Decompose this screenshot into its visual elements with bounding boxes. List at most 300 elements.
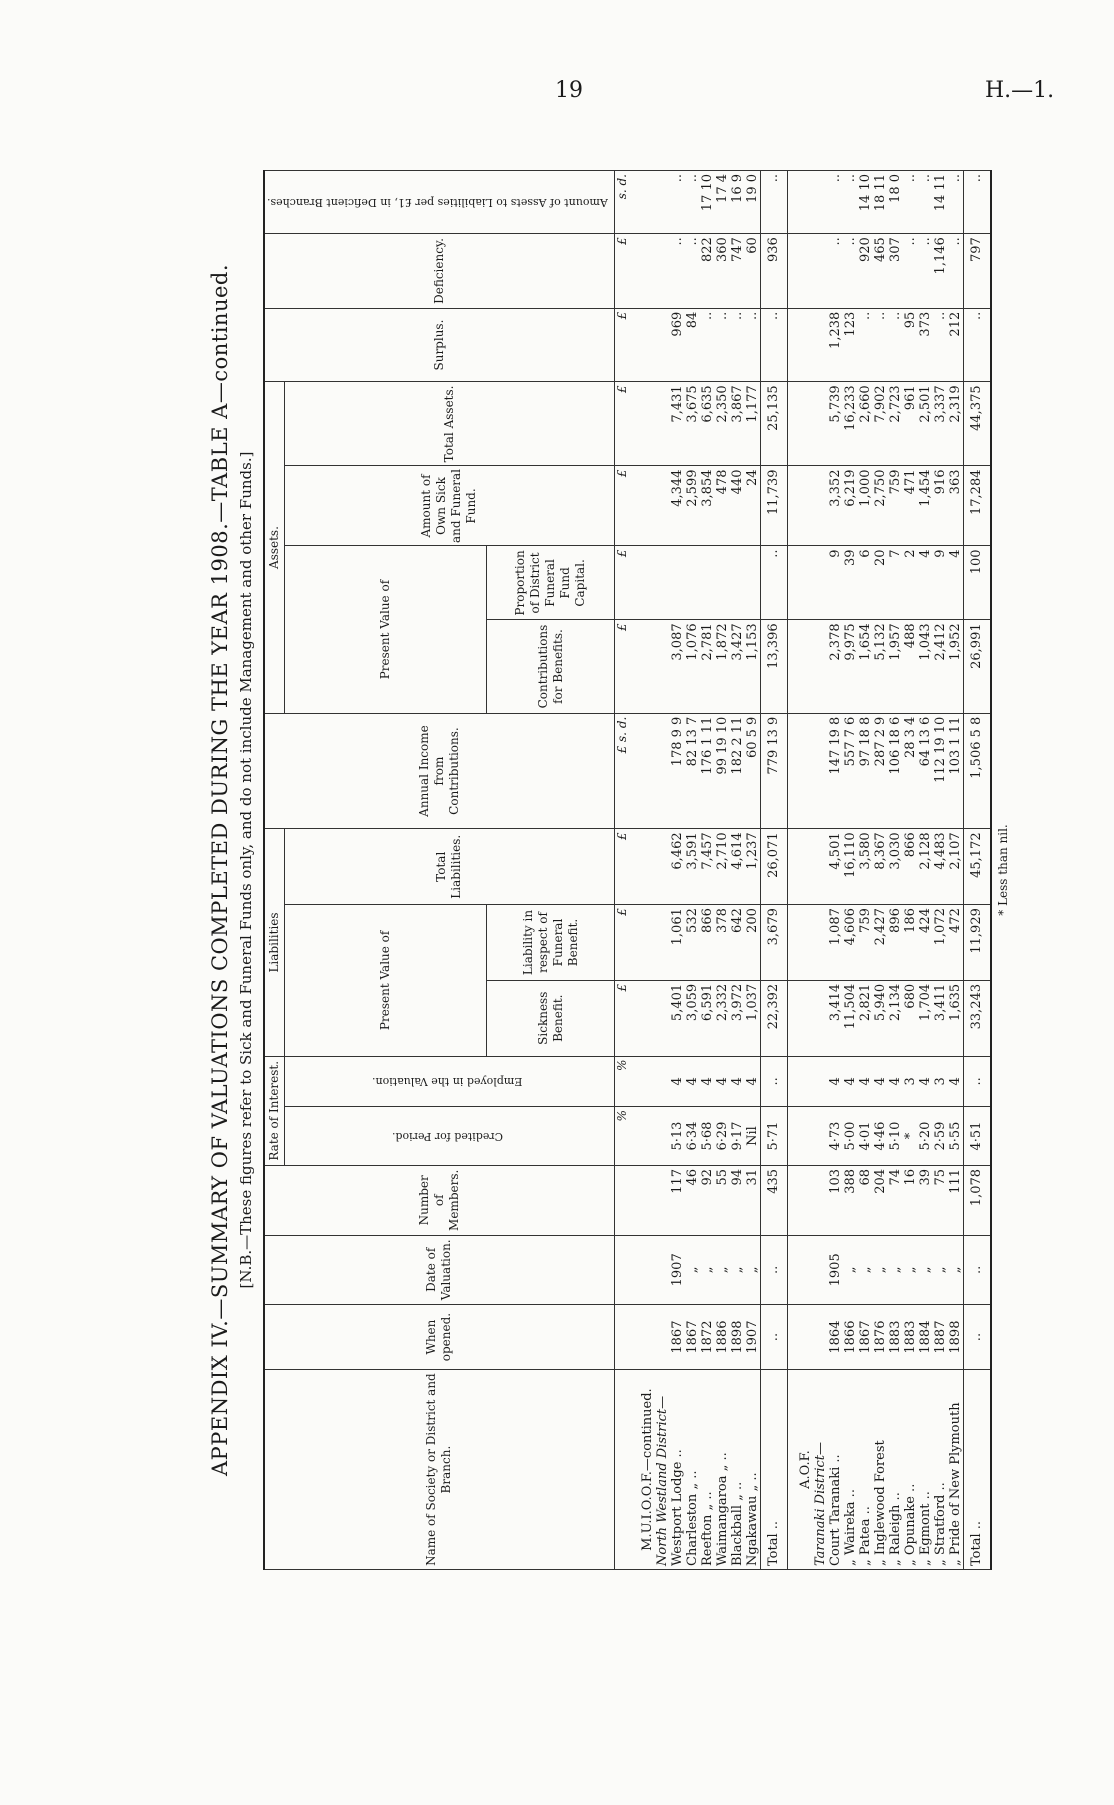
total-suffix: ..: [766, 1520, 782, 1530]
cell-employed: 3: [903, 1056, 918, 1106]
spacer-cell: [630, 1304, 640, 1369]
total-contrib: 13,396: [760, 620, 787, 713]
cell-deficiency: 747: [730, 234, 745, 309]
branch-suffix: ..: [932, 1482, 948, 1491]
branch-suffix: „ ..: [699, 1491, 715, 1511]
spacer-cell: [787, 382, 798, 466]
cell-income: 64 13 6: [918, 713, 933, 829]
branch-suffix: Lodge ..: [669, 1449, 685, 1503]
empty-cell: [798, 1165, 813, 1235]
spacer-cell: [787, 546, 798, 620]
cell-credited: Nil: [745, 1107, 761, 1166]
cell-total_assets: 7,902: [873, 382, 888, 466]
cell-valued: „: [700, 1235, 715, 1304]
empty-cell: [813, 829, 828, 905]
branch-suffix: ..: [842, 1489, 858, 1498]
total-members: 1,078: [963, 1165, 991, 1235]
cell-members: 75: [933, 1165, 948, 1235]
total-row: [963, 171, 991, 1570]
cell-deficiency: ..: [685, 234, 700, 309]
unit-cell: [614, 1370, 630, 1570]
spacer-cell: [787, 980, 798, 1056]
total-income: 1,506 5 8: [963, 713, 991, 829]
empty-cell: [813, 1235, 828, 1304]
cell-surplus: ..: [700, 308, 715, 382]
cell-sickness: 1,704: [918, 980, 933, 1056]
total-valued: ..: [963, 1235, 991, 1304]
branch-name: Westport: [669, 1506, 685, 1566]
empty-cell: [798, 171, 813, 234]
cell-sickness: 3,414: [828, 980, 843, 1056]
branch-suffix: „ ..: [729, 1481, 745, 1501]
cell-members: 94: [730, 1165, 745, 1235]
cell-opened: 1864: [828, 1304, 843, 1369]
cell-employed: 4: [858, 1056, 873, 1106]
cell-sickness: 6,591: [700, 980, 715, 1056]
unit-cell: £: [614, 466, 630, 546]
empty-cell: [813, 382, 828, 466]
table-row: [700, 171, 715, 1570]
spacer-cell: [630, 620, 640, 713]
empty-cell: [813, 1107, 828, 1166]
cell-funeral: 4,606: [843, 905, 858, 981]
cell-sickness: 680: [903, 980, 918, 1056]
total-opened: ..: [760, 1304, 787, 1369]
empty-cell: [798, 234, 813, 309]
cell-valued: „: [903, 1235, 918, 1304]
col-contributions: Contributions for Benefits.: [487, 620, 614, 713]
cell-contrib: 488: [903, 620, 918, 713]
cell-opened: 1876: [873, 1304, 888, 1369]
branch-name: Reefton: [699, 1514, 715, 1566]
cell-total_liab: 866: [903, 829, 918, 905]
cell-total_liab: 4,501: [828, 829, 843, 905]
cell-own: 24: [745, 466, 761, 546]
total-sickness: 22,392: [760, 980, 787, 1056]
col-funeral-liab: Liability in respect of Funeral Benefit.: [487, 905, 614, 981]
col-assets: Assets.: [264, 382, 285, 713]
cell-surplus: ..: [858, 308, 873, 382]
total-row: [760, 171, 787, 1570]
cell-deficiency: 920: [858, 234, 873, 309]
spacer-cell: [787, 620, 798, 713]
empty-cell: [813, 713, 828, 829]
table-row: [828, 171, 843, 1570]
cell-deficiency: 465: [873, 234, 888, 309]
spacer-cell: [787, 829, 798, 905]
empty-cell: [640, 171, 655, 234]
cell-members: 204: [873, 1165, 888, 1235]
empty-cell: [655, 466, 670, 546]
cell-income: 103 1 11: [948, 713, 964, 829]
unit-cell: £: [614, 308, 630, 382]
cell-own: 3,854: [700, 466, 715, 546]
cell-employed: 4: [828, 1056, 843, 1106]
cell-employed: 4: [715, 1056, 730, 1106]
empty-cell: [640, 829, 655, 905]
cell-sickness: 3,059: [685, 980, 700, 1056]
cell-surplus: 373: [918, 308, 933, 382]
branch-suffix: „ ..: [714, 1452, 730, 1472]
cell-credited: 5·55: [948, 1107, 964, 1166]
cell-contrib: 3,427: [730, 620, 745, 713]
total-own: 17,284: [963, 466, 991, 546]
cell-credited: 5·20: [918, 1107, 933, 1166]
branch-name-cell: [745, 1370, 761, 1570]
spacer-cell: [787, 466, 798, 546]
cell-contrib: 3,087: [670, 620, 685, 713]
cell-deduct: 18 0: [888, 171, 903, 234]
empty-cell: [655, 1107, 670, 1166]
col-employed: [285, 1056, 615, 1106]
total-total_assets: 25,135: [760, 382, 787, 466]
total-deficiency: 797: [963, 234, 991, 309]
cell-income: 176 1 11: [700, 713, 715, 829]
cell-credited: 6·29: [715, 1107, 730, 1166]
col-members: Number of Members.: [264, 1165, 614, 1235]
col-rate-interest: Rate of Interest.: [264, 1056, 285, 1165]
document-code: H.—1.: [985, 78, 1055, 103]
total-employed: ..: [963, 1056, 991, 1106]
col-deficiency: Deficiency.: [264, 234, 614, 309]
cell-opened: 1872: [700, 1304, 715, 1369]
total-credited: 4·51: [963, 1107, 991, 1166]
cell-deficiency: ..: [918, 234, 933, 309]
district-name: Taranaki District—: [813, 1370, 828, 1570]
cell-prop: [745, 546, 761, 620]
cell-total_assets: 961: [903, 382, 918, 466]
total-surplus: ..: [760, 308, 787, 382]
table-row: [670, 171, 685, 1570]
cell-total_assets: 3,675: [685, 382, 700, 466]
cell-prop: 9: [828, 546, 843, 620]
branch-name: „ Opunake: [902, 1496, 918, 1566]
empty-cell: [640, 382, 655, 466]
cell-sickness: 1,037: [745, 980, 761, 1056]
cell-employed: 4: [948, 1056, 964, 1106]
cell-total_liab: 2,128: [918, 829, 933, 905]
empty-cell: [798, 466, 813, 546]
cell-income: 112 19 10: [933, 713, 948, 829]
branch-name-cell: [903, 1370, 918, 1570]
col-total-liab: Total Liabilities.: [285, 829, 615, 905]
cell-members: 68: [858, 1165, 873, 1235]
total-total_liab: 45,172: [963, 829, 991, 905]
cell-sickness: 5,401: [670, 980, 685, 1056]
cell-valued: „: [685, 1235, 700, 1304]
col-proportion: Proportion of District Funeral Fund Capital.: [487, 546, 614, 620]
branch-suffix: „ ..: [684, 1470, 700, 1490]
spacer-cell: [787, 1370, 798, 1570]
cell-prop: [700, 546, 715, 620]
cell-sickness: 1,635: [948, 980, 964, 1056]
spacer-cell: [630, 546, 640, 620]
empty-cell: [655, 382, 670, 466]
empty-cell: [655, 829, 670, 905]
cell-total_assets: 2,501: [918, 382, 933, 466]
cell-valued: „: [843, 1235, 858, 1304]
col-surplus: Surplus.: [264, 308, 614, 382]
branch-name: „ Pride of New Plymouth: [947, 1402, 963, 1566]
cell-employed: 3: [933, 1056, 948, 1106]
cell-total_liab: 16,110: [843, 829, 858, 905]
cell-own: 6,219: [843, 466, 858, 546]
cell-deficiency: ..: [948, 234, 964, 309]
spacer-cell: [787, 171, 798, 234]
unit-cell: [614, 1304, 630, 1369]
cell-income: 82 13 7: [685, 713, 700, 829]
spacer-cell: [787, 234, 798, 309]
cell-funeral: 1,087: [828, 905, 843, 981]
cell-opened: 1867: [858, 1304, 873, 1369]
branch-name: Waimangaroa: [714, 1475, 730, 1566]
col-deduct-label: Amount of Assets to Liabilities per £1, in Deficient Branches.: [267, 195, 608, 209]
cell-opened: 1886: [715, 1304, 730, 1369]
unit-cell: [614, 1165, 630, 1235]
cell-surplus: ..: [873, 308, 888, 382]
cell-total_assets: 3,337: [933, 382, 948, 466]
empty-cell: [655, 1056, 670, 1106]
cell-surplus: ..: [730, 308, 745, 382]
table-bottom-rule: [991, 171, 992, 1570]
cell-deduct: ..: [685, 171, 700, 234]
empty-cell: [640, 1165, 655, 1235]
branch-name-cell: [918, 1370, 933, 1570]
spacer-cell: [630, 1165, 640, 1235]
cell-prop: 4: [918, 546, 933, 620]
spacer-cell: [787, 713, 798, 829]
empty-cell: [813, 546, 828, 620]
cell-prop: 6: [858, 546, 873, 620]
col-sickness: Sickness Benefit.: [487, 980, 614, 1056]
empty-cell: [655, 905, 670, 981]
spacer-cell: [630, 1370, 640, 1570]
branch-name-cell: [843, 1370, 858, 1570]
cell-opened: 1884: [918, 1304, 933, 1369]
cell-income: 178 9 9: [670, 713, 685, 829]
cell-prop: [715, 546, 730, 620]
cell-total_liab: 3,591: [685, 829, 700, 905]
cell-total_assets: 2,350: [715, 382, 730, 466]
empty-cell: [813, 1304, 828, 1369]
empty-cell: [813, 620, 828, 713]
cell-total_liab: 4,483: [933, 829, 948, 905]
cell-opened: 1907: [745, 1304, 761, 1369]
branch-suffix: ..: [917, 1491, 933, 1500]
cell-total_assets: 16,233: [843, 382, 858, 466]
empty-cell: [655, 713, 670, 829]
cell-total_assets: 2,319: [948, 382, 964, 466]
cell-contrib: 1,076: [685, 620, 700, 713]
col-own-funds: Amount of Own Sick and Funeral Fund.: [285, 466, 615, 546]
branch-name-cell: [700, 1370, 715, 1570]
cell-credited: 4·01: [858, 1107, 873, 1166]
total-employed: ..: [760, 1056, 787, 1106]
empty-cell: [798, 713, 813, 829]
empty-cell: [655, 546, 670, 620]
cell-income: 557 7 6: [843, 713, 858, 829]
cell-income: 60 5 9: [745, 713, 761, 829]
branch-name: Court Taranaki: [827, 1466, 843, 1566]
cell-prop: [670, 546, 685, 620]
cell-contrib: 1,043: [918, 620, 933, 713]
cell-credited: 5·68: [700, 1107, 715, 1166]
empty-cell: [813, 171, 828, 234]
col-name: Name of Society or District and Branch.: [264, 1370, 614, 1570]
cell-sickness: 3,972: [730, 980, 745, 1056]
table-row: [948, 171, 964, 1570]
cell-deficiency: 1,146: [933, 234, 948, 309]
spacer-cell: [630, 171, 640, 234]
total-credited: 5·71: [760, 1107, 787, 1166]
spacer-cell: [787, 1165, 798, 1235]
empty-cell: [640, 1235, 655, 1304]
cell-members: 16: [903, 1165, 918, 1235]
cell-total_assets: 1,177: [745, 382, 761, 466]
cell-members: 111: [948, 1165, 964, 1235]
cell-credited: 4·46: [873, 1107, 888, 1166]
rotated-table-sheet: [205, 160, 1065, 1580]
cell-opened: 1883: [903, 1304, 918, 1369]
unit-cell: £: [614, 980, 630, 1056]
col-employed-label: Employed in the Valuation.: [372, 1074, 523, 1088]
branch-name: „ Inglewood Forest: [872, 1440, 888, 1566]
branch-suffix: ..: [887, 1492, 903, 1501]
cell-valued: „: [715, 1235, 730, 1304]
empty-cell: [798, 1304, 813, 1369]
cell-opened: 1867: [670, 1304, 685, 1369]
col-total-assets: Total Assets.: [285, 382, 615, 466]
cell-prop: [685, 546, 700, 620]
cell-opened: 1883: [888, 1304, 903, 1369]
cell-own: 440: [730, 466, 745, 546]
branch-name-cell: [715, 1370, 730, 1570]
branch-name-cell: [858, 1370, 873, 1570]
cell-valued: „: [730, 1235, 745, 1304]
table-row: [685, 171, 700, 1570]
cell-deduct: 16 9: [730, 171, 745, 234]
branch-name: Ngakawau: [744, 1495, 760, 1566]
table-row: [843, 171, 858, 1570]
unit-cell: £: [614, 382, 630, 466]
cell-prop: [730, 546, 745, 620]
empty-cell: [813, 980, 828, 1056]
cell-employed: 4: [700, 1056, 715, 1106]
cell-deficiency: ..: [843, 234, 858, 309]
cell-deficiency: 307: [888, 234, 903, 309]
unit-cell: £: [614, 546, 630, 620]
cell-valued: „: [858, 1235, 873, 1304]
cell-funeral: 200: [745, 905, 761, 981]
empty-cell: [798, 980, 813, 1056]
cell-contrib: 1,654: [858, 620, 873, 713]
society-name: A.O.F.: [798, 1370, 813, 1570]
cell-sickness: 11,504: [843, 980, 858, 1056]
cell-valued: „: [948, 1235, 964, 1304]
cell-credited: 6·34: [685, 1107, 700, 1166]
cell-total_liab: 3,580: [858, 829, 873, 905]
cell-own: 2,599: [685, 466, 700, 546]
cell-sickness: 5,940: [873, 980, 888, 1056]
unit-cell: £ s. d.: [614, 713, 630, 829]
total-deduct: ..: [760, 171, 787, 234]
total-label-cell: [760, 1370, 787, 1570]
col-credited-label: Credited for Period.: [391, 1129, 503, 1143]
branch-suffix: ..: [902, 1483, 918, 1492]
cell-surplus: 969: [670, 308, 685, 382]
cell-contrib: 5,132: [873, 620, 888, 713]
cell-own: 1,454: [918, 466, 933, 546]
cell-prop: 4: [948, 546, 964, 620]
cell-employed: 4: [685, 1056, 700, 1106]
empty-cell: [798, 620, 813, 713]
col-pv-assets: Present Value of: [285, 546, 487, 713]
empty-cell: [655, 308, 670, 382]
cell-funeral: 424: [918, 905, 933, 981]
empty-cell: [640, 1056, 655, 1106]
cell-deficiency: ..: [828, 234, 843, 309]
district-row: [655, 171, 670, 1570]
empty-cell: [640, 308, 655, 382]
cell-income: 182 2 11: [730, 713, 745, 829]
spacer-cell: [630, 1056, 640, 1106]
empty-cell: [813, 466, 828, 546]
branch-name-cell: [948, 1370, 964, 1570]
cell-deduct: 17 10: [700, 171, 715, 234]
cell-credited: 5·00: [843, 1107, 858, 1166]
cell-members: 117: [670, 1165, 685, 1235]
cell-deduct: 14 11: [933, 171, 948, 234]
cell-funeral: 378: [715, 905, 730, 981]
cell-credited: 9·17: [730, 1107, 745, 1166]
cell-own: 3,352: [828, 466, 843, 546]
cell-members: 103: [828, 1165, 843, 1235]
empty-cell: [640, 546, 655, 620]
cell-deficiency: ..: [903, 234, 918, 309]
table-row: [858, 171, 873, 1570]
spacer-cell: [787, 1107, 798, 1166]
empty-cell: [813, 905, 828, 981]
unit-cell: %: [614, 1107, 630, 1166]
cell-deficiency: 60: [745, 234, 761, 309]
cell-surplus: ..: [715, 308, 730, 382]
cell-prop: 20: [873, 546, 888, 620]
empty-cell: [813, 1165, 828, 1235]
page-number: 19: [555, 78, 583, 103]
cell-valued: 1907: [670, 1235, 685, 1304]
cell-contrib: 1,153: [745, 620, 761, 713]
cell-total_liab: 8,367: [873, 829, 888, 905]
spacer-cell: [630, 308, 640, 382]
cell-funeral: 759: [858, 905, 873, 981]
empty-cell: [798, 546, 813, 620]
total-prop: ..: [760, 546, 787, 620]
total-label: Total: [969, 1533, 985, 1566]
total-funeral: 3,679: [760, 905, 787, 981]
cell-deduct: ..: [828, 171, 843, 234]
cell-funeral: 642: [730, 905, 745, 981]
total-prop: 100: [963, 546, 991, 620]
cell-own: 471: [903, 466, 918, 546]
table-row: [730, 171, 745, 1570]
cell-valued: „: [745, 1235, 761, 1304]
cell-income: 99 19 10: [715, 713, 730, 829]
cell-funeral: 532: [685, 905, 700, 981]
cell-deduct: 19 0: [745, 171, 761, 234]
cell-sickness: 3,411: [933, 980, 948, 1056]
total-deficiency: 936: [760, 234, 787, 309]
empty-cell: [640, 713, 655, 829]
